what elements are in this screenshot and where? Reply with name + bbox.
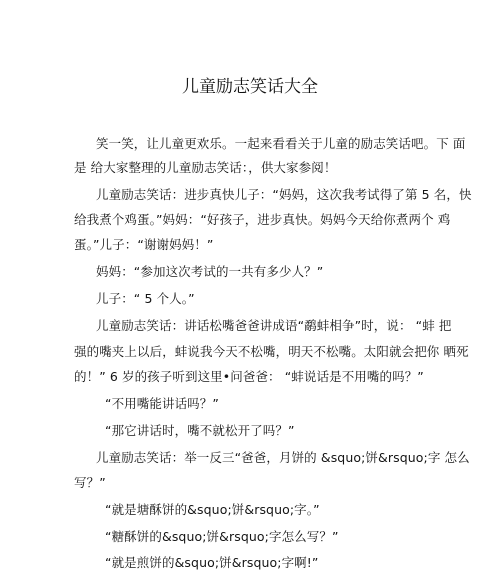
paragraph-line: “就是煎饼的&squo;饼&rsquo;字啊!” (105, 555, 319, 570)
paragraph-line: “就是塘酥饼的&squo;饼&rsquo;字。” (105, 502, 320, 517)
paragraph-line: 给我煮个鸡蛋。”妈妈：“好孩子，进步真快。妈妈今天给你煮两个 鸡 (74, 212, 451, 227)
paragraph-line: 笑一笑，让儿童更欢乐。一起来看看关于儿童的励志笑话吧。下 面 (96, 136, 466, 151)
paragraph-line: 儿童励志笑话：举一反三“爸爸，月饼的 &squo;饼&rsquo;字 怎么 (96, 450, 470, 465)
paragraph-line: 儿童励志笑话：讲话松嘴爸爸讲成语“鹬蚌相争”时，说： “蚌 把 (96, 318, 452, 333)
paragraph-line: 儿童励志笑话：进步真快儿子：“妈妈，这次我考试得了第 5 名，快 (96, 187, 472, 202)
page-title: 儿童励志笑话大全 (182, 77, 318, 97)
paragraph-line: 妈妈：“参加这次考试的一共有多少人？” (96, 264, 324, 279)
paragraph-line: “糖酥饼的&squo;饼&rsquo;字怎么写？” (105, 529, 339, 544)
paragraph-line: 写？” (74, 475, 106, 490)
paragraph-line: 的！” 6 岁的孩子听到这里•问爸爸： “蚌说话是不用嘴的吗？” (74, 369, 424, 384)
paragraph-line: 蛋。”儿子：“谢谢妈妈！” (74, 237, 214, 252)
paragraph-line: “那它讲话时，嘴不就松开了吗？” (105, 423, 295, 438)
paragraph-line: 强的嘴夹上以后，蚌说我今天不松嘴，明天不松嘴。太阳就会把你 晒死 (74, 344, 469, 359)
paragraph-line: 是 给大家整理的儿童励志笑话：，供大家参阅！ (74, 160, 337, 175)
paragraph-line: 儿子：“ 5 个人。” (96, 291, 195, 306)
paragraph-line: “不用嘴能讲话吗？” (105, 396, 219, 411)
